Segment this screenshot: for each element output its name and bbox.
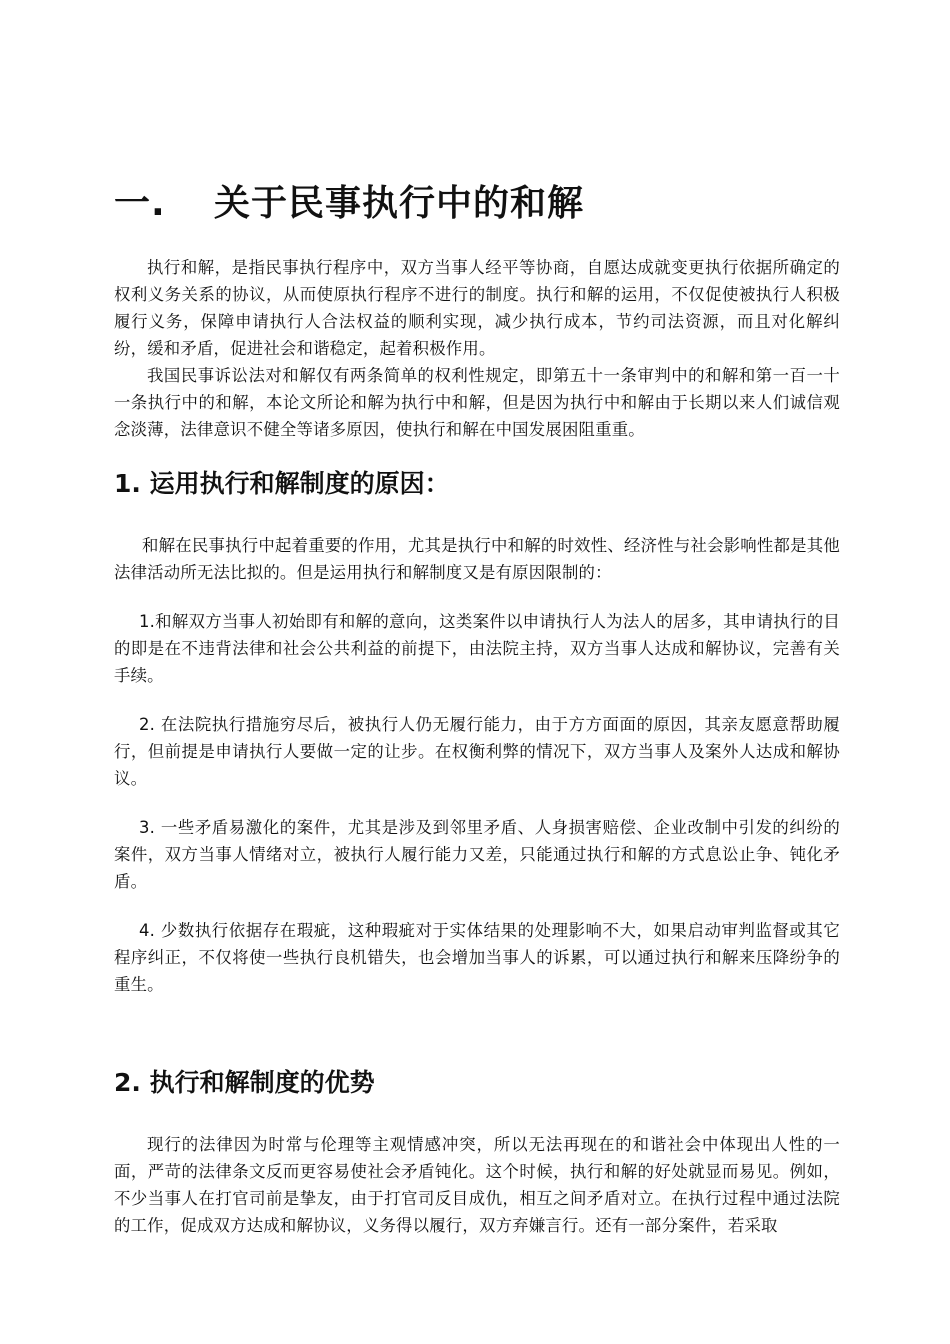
spacer (114, 1102, 840, 1131)
spacer (114, 689, 840, 711)
spacer (114, 792, 840, 814)
section-heading-1 (114, 178, 840, 230)
reason-item-2: 2. 在法院执行措施穷尽后，被执行人仍无履行能力，由于方方面面的原因，其亲友愿意帮助履行，但前提是申请执行人要做一定的让步。在权衡利弊的情况下，双方当事人及案外人达成和解协议。 (114, 715, 840, 788)
reason-item-1: 1.和解双方当事人初始即有和解的意向，这类案件以申请执行人为法人的居多，其申请执行的目的即是在不违背法律和社会公共利益的前提下，由法院主持，双方当事人达成和解协议，完善有关手续。 (114, 612, 840, 685)
section-title: 关于民事执行中的和解 (214, 183, 585, 224)
intro-paragraph-2: 我国民事诉讼法对和解仅有两条简单的权利性规定，即第五十一条审判中的和解和第一百一十一条执行中的和解，本论文所论和解为执行中和解，但是因为执行中和解由于长期以来人们诚信观念淡薄，法律意识不健全等诸多原因，使执行和解在中国发展困阻重重。 (114, 366, 840, 439)
reason-item-4: 4. 少数执行依据存在瑕疵，这种瑕疵对于实体结果的处理影响不大，如果启动审判监督或其它程序纠正，不仅将使一些执行良机错失，也会增加当事人的诉累，可以通过执行和解来压降纷争的重生。 (114, 921, 840, 994)
subsection-heading-advantages: 2. 执行和解制度的优势 (114, 1068, 375, 1097)
spacer (114, 443, 840, 465)
spacer (114, 998, 840, 1064)
reason-item-3: 3. 一些矛盾易激化的案件，尤其是涉及到邻里矛盾、人身损害赔偿、企业改制中引发的纠纷的案件，双方当事人情绪对立，被执行人履行能力又差，只能通过执行和解的方式息讼止争、钝化矛盾。 (114, 818, 840, 891)
section-number: 一. (114, 183, 166, 224)
spacer (114, 895, 840, 917)
subsection-heading-reasons: 1. 运用执行和解制度的原因： (114, 469, 450, 498)
advantages-paragraph: 现行的法律因为时常与伦理等主观情感冲突，所以无法再现在的和谐社会中体现出人性的一面，严苛的法律条文反而更容易使社会矛盾钝化。这个时候，执行和解的好处就显而易见。例如，不少当事人在打官司前是挚友，由于打官司反目成仇，相互之间矛盾对立。在执行过程中通过法院的工作，促成双方达成和解协议，义务得以履行，双方弃嫌言行。还有一部分案件，若采取 (114, 1135, 840, 1235)
page-content (114, 178, 840, 1239)
spacer (114, 586, 840, 608)
intro-paragraph-1: 执行和解，是指民事执行程序中，双方当事人经平等协商，自愿达成就变更执行依据所确定的权利义务关系的协议，从而使原执行程序不进行的制度。执行和解的运用，不仅促使被执行人积极履行义务，保障申请执行人合法权益的顺利实现，减少执行成本，节约司法资源，而且对化解纠纷，缓和矛盾，促进社会和谐稳定，起着积极作用。 (114, 258, 840, 358)
spacer (114, 503, 840, 532)
reasons-intro-paragraph: 和解在民事执行中起着重要的作用，尤其是执行中和解的时效性、经济性与社会影响性都是其他法律活动所无法比拟的。但是运用执行和解制度又是有原因限制的： (114, 536, 840, 582)
